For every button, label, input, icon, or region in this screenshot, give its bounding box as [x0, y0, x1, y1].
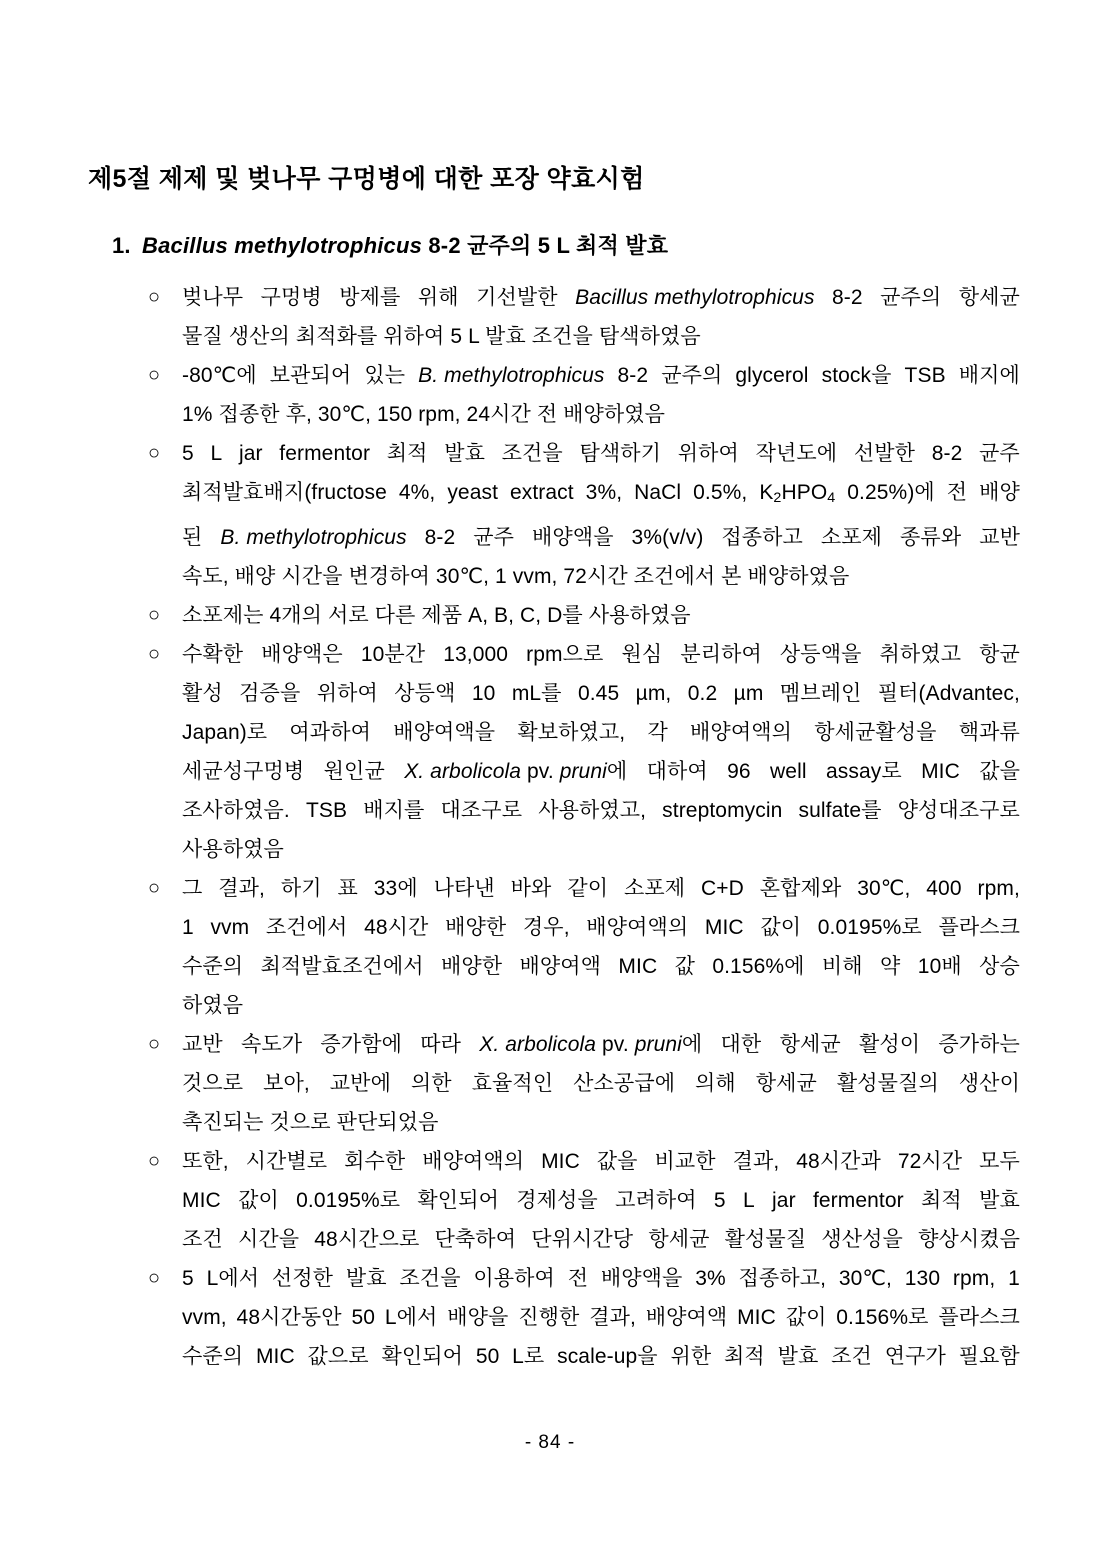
line-word: 배양여액의	[690, 721, 792, 745]
line-word: 연구가	[884, 1345, 946, 1369]
line-word: 바와	[510, 877, 552, 901]
line-word: 보아,	[263, 1072, 310, 1096]
line-word: MIC	[704, 916, 744, 940]
line-word: 따라	[420, 1033, 461, 1057]
line-word: Bacillus methylotrophicus	[575, 286, 815, 309]
line-word: 0.5%,	[693, 481, 748, 504]
line-word: 조건에서	[265, 916, 348, 940]
bullet-item	[148, 596, 1020, 635]
line-word: 교반	[182, 1033, 223, 1057]
line-word: µm	[733, 682, 764, 706]
line-word: 효율적인	[471, 1072, 554, 1096]
line-word: 항세균활성을	[814, 721, 937, 745]
line-word: 72시간	[897, 1150, 963, 1174]
line-word: 배양한	[440, 955, 503, 979]
line-word: 필요함	[958, 1345, 1020, 1369]
line-word: 0.156%로	[836, 1306, 929, 1330]
line-word: 130	[904, 1267, 941, 1291]
line-word: 33에	[373, 877, 418, 901]
line-word: 8-2	[832, 286, 863, 309]
line-word: 균주	[979, 442, 1020, 465]
line-word: B. methylotrophicus	[418, 364, 605, 387]
line-word: 원인균	[323, 760, 385, 784]
line-word: 조건을	[399, 1267, 461, 1291]
line-word: 기선발한	[476, 286, 558, 309]
item-heading-text: 8-2 균주의 5 L 최적 발효	[422, 233, 669, 258]
line-word: 수준의	[182, 955, 244, 979]
bullet-line	[182, 1181, 1020, 1220]
bullet-marker-icon: ○	[148, 286, 161, 308]
line-word: 0.0195%로	[817, 916, 922, 940]
line-word: 생산이	[958, 1072, 1020, 1096]
bullet-list	[148, 278, 1020, 1376]
line-word: -80℃에	[182, 364, 257, 387]
line-word: 각	[647, 721, 668, 745]
line-word: glycerol	[735, 364, 809, 387]
line-word: 균주	[473, 526, 515, 550]
line-word: 핵과류	[958, 721, 1020, 745]
bullet-line: 하였음	[182, 994, 244, 1018]
line-word: 값으로	[307, 1345, 369, 1369]
bullet-marker-icon: ○	[148, 1267, 161, 1290]
line-word: 선발한	[853, 442, 916, 465]
line-word: 1	[182, 916, 194, 940]
line-word: 멤브레인	[779, 682, 862, 706]
line-word: MIC	[182, 1189, 221, 1213]
bullet-marker-icon: ○	[148, 643, 161, 666]
line-word: 조건을	[501, 442, 563, 465]
line-word: 선정한	[271, 1267, 334, 1291]
line-word: vvm,	[182, 1306, 227, 1330]
line-word: 그	[182, 877, 203, 901]
line-word: 상등액을	[779, 643, 862, 667]
line-word: C+D	[701, 877, 744, 901]
bullet-line: 소포제는 4개의 서로 다른 제품 A, B, C, D를 사용하였음	[182, 604, 691, 628]
line-word: mL를	[511, 682, 562, 706]
bullet-line: 속도, 배양 시간을 변경하여 30℃, 1 vvm, 72시간 조건에서 본 배양하였음	[182, 565, 850, 589]
line-word: 배지를	[363, 799, 425, 823]
line-word: 30℃,	[857, 877, 911, 901]
species-name: Bacillus methylotrophicus	[142, 233, 423, 258]
line-word: 배양여액의	[586, 916, 689, 940]
bullet-line	[182, 869, 1020, 908]
line-word: 소포제	[820, 526, 883, 550]
line-word: 최적	[386, 442, 428, 465]
bullet-line	[182, 434, 1020, 473]
line-word: 시간별로	[245, 1150, 328, 1174]
line-word: 회수한	[344, 1150, 406, 1174]
bullet-line	[182, 1259, 1020, 1298]
line-word: 교반에	[329, 1072, 391, 1096]
line-word: 약	[880, 955, 901, 979]
line-word: 세균성구멍병	[182, 760, 305, 784]
line-word: 5	[182, 1267, 194, 1291]
line-word: 0.2	[687, 682, 718, 706]
line-word: 배지에	[958, 364, 1020, 387]
line-word: scale-up을	[557, 1345, 658, 1369]
line-word: X. arbolicola pv. pruni에	[479, 1033, 703, 1057]
line-word: well	[770, 760, 807, 784]
line-word: B. methylotrophicus	[220, 526, 407, 550]
bullet-line: 물질 생산의 최적화를 위하여 5 L 발효 조건을 탐색하였음	[182, 325, 701, 348]
bullet-line	[182, 278, 1020, 317]
line-word: 의한	[410, 1072, 452, 1096]
line-word: jar	[772, 1189, 796, 1213]
line-word: 향상시켰음	[918, 1228, 1020, 1252]
line-word: 활성물질의	[836, 1072, 939, 1096]
line-word: Japan)로	[182, 721, 268, 745]
line-word: 배양을	[447, 1306, 509, 1330]
line-word: 경우,	[522, 916, 570, 940]
bullet-line	[182, 1025, 1020, 1064]
line-word: 항균	[979, 643, 1020, 667]
bullet-line	[182, 473, 1020, 518]
bullet-item	[148, 278, 1020, 356]
line-word: 것으로	[182, 1072, 244, 1096]
bullet-marker-icon: ○	[148, 1033, 161, 1056]
line-word: 항세균	[779, 1033, 841, 1057]
line-word: 대한	[720, 1033, 762, 1057]
bullet-line	[182, 674, 1020, 713]
line-word: 발효	[444, 442, 485, 465]
line-word: yeast	[447, 481, 499, 504]
line-word: 활성이	[858, 1033, 921, 1057]
line-word: 종류와	[900, 526, 962, 550]
line-word: 조건	[831, 1345, 872, 1369]
bullet-item	[148, 869, 1020, 1025]
line-word: 값이	[760, 916, 802, 940]
numbered-item-block	[112, 232, 1022, 261]
line-word: 시간을	[237, 1228, 300, 1252]
line-word: 접종하고	[721, 526, 803, 550]
bullet-line	[182, 791, 1020, 830]
line-word: 균주의	[880, 286, 942, 309]
line-word: 수확한	[182, 643, 244, 667]
line-word: 최적발효배지(fructose	[182, 481, 387, 504]
line-word: 5	[182, 442, 194, 465]
line-word: 발효	[979, 1189, 1020, 1213]
page-footer	[0, 1432, 1100, 1454]
line-word: L	[742, 1189, 755, 1213]
line-word: $K_2HPO_4$	[759, 481, 836, 507]
line-word: 1	[1008, 1267, 1020, 1291]
line-word: 최적발효조건에서	[260, 955, 424, 979]
line-word: 표	[337, 877, 358, 901]
line-word: 취하였고	[879, 643, 962, 667]
line-word: 활성	[182, 682, 223, 706]
line-word: 전	[567, 1267, 589, 1291]
line-word: L로	[512, 1345, 545, 1369]
bullet-line	[182, 635, 1020, 674]
bullet-item	[148, 356, 1020, 434]
line-word: 생산성을	[821, 1228, 903, 1252]
line-word: 속도가	[241, 1033, 303, 1057]
line-word: fermentor	[279, 442, 371, 465]
line-word: 비교한	[654, 1150, 716, 1174]
line-word: 결과,	[218, 877, 265, 901]
bullet-item	[148, 1259, 1020, 1376]
line-word: 확인되어	[381, 1345, 464, 1369]
line-word: 8-2	[617, 364, 649, 387]
line-word: 3%,	[585, 481, 623, 504]
line-word: 0.25%)에	[847, 481, 935, 504]
line-word: MIC	[255, 1345, 295, 1369]
line-word: 배양여액의	[422, 1150, 525, 1174]
bullet-line	[182, 1337, 1020, 1376]
line-word: 있는	[364, 364, 406, 387]
bullet-line	[182, 752, 1020, 791]
line-word: 된	[182, 526, 203, 550]
line-word: 13,000	[443, 643, 509, 667]
line-word: 위하여	[316, 682, 378, 706]
line-word: 배양여액	[519, 955, 602, 979]
line-word: 원심	[621, 643, 663, 667]
line-word: MIC	[921, 760, 960, 784]
line-word: 48시간과	[796, 1150, 881, 1174]
line-word: 소포제	[623, 877, 686, 901]
bullet-line: 사용하였음	[182, 838, 284, 862]
line-word: 대하여	[646, 760, 708, 784]
line-word: 비해	[821, 955, 863, 979]
line-word: 대조구로	[440, 799, 523, 823]
line-word: 값을	[979, 760, 1020, 784]
line-word: 배양한	[445, 916, 507, 940]
line-word: 작년도에	[755, 442, 838, 465]
line-word: TSB	[904, 364, 946, 387]
line-word: 또한,	[182, 1150, 229, 1174]
bullet-item	[148, 434, 1020, 596]
line-word: 배양	[979, 481, 1020, 504]
line-word: 사용하였고,	[538, 799, 647, 823]
line-word: 상승	[979, 955, 1020, 979]
bullet-line: 1% 접종한 후, 30℃, 150 rpm, 24시간 전 배양하였음	[182, 403, 666, 426]
line-word: 여과하여	[289, 721, 371, 745]
bullet-line	[182, 908, 1020, 947]
line-word: 배양액을	[600, 1267, 683, 1291]
line-word: fermentor	[812, 1189, 904, 1213]
line-word: 플라스크	[938, 1306, 1020, 1330]
line-word: 혼합제와	[759, 877, 842, 901]
line-word: 최적	[724, 1345, 765, 1369]
line-word: 0.0195%로	[296, 1189, 401, 1213]
line-word: L	[210, 442, 223, 465]
line-word: streptomycin	[662, 799, 783, 823]
line-word: stock을	[821, 364, 892, 387]
line-word: 결과,	[732, 1150, 780, 1174]
line-word: 값이	[785, 1306, 827, 1330]
line-word: 접종하고,	[738, 1267, 827, 1291]
line-word: MIC	[618, 955, 658, 979]
line-word: NaCl	[634, 481, 682, 504]
line-word: extract	[509, 481, 574, 504]
line-word: 구멍병	[260, 286, 322, 309]
bullet-line	[182, 1142, 1020, 1181]
line-word: 조건	[182, 1228, 223, 1252]
line-word: 플라스크	[938, 916, 1020, 940]
line-word: L에서	[384, 1306, 438, 1330]
line-word: 확보하였고,	[517, 721, 626, 745]
line-word: 배양여액	[645, 1306, 728, 1330]
line-word: 48시간동안	[236, 1306, 342, 1330]
bullet-line	[182, 947, 1020, 986]
line-word: 활성물질	[724, 1228, 807, 1252]
line-word: 10분간	[360, 643, 426, 667]
line-word: µm,	[635, 682, 672, 706]
bullet-marker-icon: ○	[148, 442, 161, 464]
line-word: 400	[926, 877, 962, 901]
line-word: 산소공급에	[573, 1072, 676, 1096]
line-word: assay로	[825, 760, 902, 784]
line-word: 필터(Advantec,	[877, 682, 1020, 706]
line-word: 확인되어	[417, 1189, 499, 1213]
line-word: 벚나무	[182, 286, 244, 309]
line-word: 검증을	[239, 682, 301, 706]
line-word: 배양여액을	[393, 721, 496, 745]
line-word: TSB	[305, 799, 348, 823]
line-word: 10	[471, 682, 496, 706]
bullet-marker-icon: ○	[148, 877, 161, 900]
bullet-marker-icon: ○	[148, 604, 161, 627]
bullet-line	[182, 1064, 1020, 1103]
line-word: rpm,	[977, 877, 1020, 901]
line-word: 0.156%에	[712, 955, 805, 979]
line-word: L에서	[206, 1267, 260, 1291]
line-word: 고려하여	[615, 1189, 697, 1213]
line-word: 8-2	[931, 442, 963, 465]
line-word: 0.45	[577, 682, 620, 706]
bullet-line	[182, 518, 1020, 557]
line-word: 50	[475, 1345, 500, 1369]
line-word: 배양액을	[532, 526, 614, 550]
line-word: 이용하여	[473, 1267, 555, 1291]
line-word: 교반	[979, 526, 1020, 550]
line-word: 96	[727, 760, 751, 784]
line-word: rpm으로	[526, 643, 604, 667]
line-word: 하기	[280, 877, 322, 901]
section-title: 제5절 제제 및 벚나무 구멍병에 대한 포장 약효시험	[88, 164, 645, 193]
line-word: MIC	[541, 1150, 580, 1174]
line-word: 값	[674, 955, 695, 979]
line-word: 모두	[979, 1150, 1020, 1174]
line-word: 30℃,	[838, 1267, 892, 1291]
line-word: 조사하였음.	[182, 799, 290, 823]
line-word: 보관되어	[269, 364, 352, 387]
line-word: 48시간	[364, 916, 429, 940]
line-word: 의해	[695, 1072, 736, 1096]
line-word: 5	[713, 1189, 726, 1213]
bullet-line	[182, 713, 1020, 752]
line-word: 48시간으로	[314, 1228, 420, 1252]
line-word: 발효	[345, 1267, 387, 1291]
line-word: 결과,	[589, 1306, 636, 1330]
line-word: 증가함에	[320, 1033, 402, 1057]
line-word: 값을	[596, 1150, 638, 1174]
line-word: 경제성을	[516, 1189, 598, 1213]
line-word: 상등액	[394, 682, 456, 706]
line-word: 양성대조구로	[897, 799, 1020, 823]
line-word: 전	[946, 481, 968, 504]
item-number: 1.	[112, 233, 131, 258]
line-word: sulfate를	[798, 799, 882, 823]
line-word: 탐색하기	[579, 442, 662, 465]
line-word: 위한	[670, 1345, 712, 1369]
line-word: 3%	[695, 1267, 726, 1291]
line-word: 50	[351, 1306, 376, 1330]
numbered-item-heading	[112, 232, 1022, 261]
line-word: X. arbolicola pv. pruni에	[404, 760, 628, 784]
bullet-line: 촉진되는 것으로 판단되었음	[182, 1111, 439, 1135]
bullet-item	[148, 1025, 1020, 1142]
line-word: 균주의	[661, 364, 723, 387]
line-word: rpm,	[952, 1267, 996, 1291]
page-number: - 84 -	[524, 1432, 576, 1453]
bullet-marker-icon: ○	[148, 1150, 161, 1173]
line-word: 항세균	[755, 1072, 817, 1096]
line-word: 값이	[238, 1189, 279, 1213]
line-word: vvm	[210, 916, 250, 940]
line-word: 항세균	[958, 286, 1020, 309]
line-word: 진행한	[518, 1306, 580, 1330]
line-word: jar	[238, 442, 263, 465]
line-word: 위해	[417, 286, 459, 309]
bullet-line	[182, 1220, 1020, 1259]
line-word: 3%(v/v)	[631, 526, 704, 550]
line-word: MIC	[737, 1306, 776, 1330]
line-word: 증가하는	[938, 1033, 1020, 1057]
line-word: 단축하여	[434, 1228, 517, 1252]
line-word: 같이	[567, 877, 609, 901]
line-word: 배양액은	[261, 643, 343, 667]
line-word: 8-2	[424, 526, 456, 550]
line-word: 최적	[921, 1189, 962, 1213]
line-word: 분리하여	[680, 643, 762, 667]
bullet-marker-icon: ○	[148, 364, 161, 386]
line-word: 단위시간당	[531, 1228, 634, 1252]
line-word: 발효	[777, 1345, 819, 1369]
line-word: 방제를	[339, 286, 401, 309]
line-word: 10배	[917, 955, 962, 979]
line-word: 위하여	[677, 442, 739, 465]
line-word: 나타낸	[433, 877, 495, 901]
line-word: 항세균	[648, 1228, 710, 1252]
line-word: 4%,	[398, 481, 436, 504]
bullet-item	[148, 635, 1020, 869]
bullet-line	[182, 356, 1020, 395]
line-word: 수준의	[182, 1345, 244, 1369]
bullet-item	[148, 1142, 1020, 1259]
bullet-line	[182, 1298, 1020, 1337]
